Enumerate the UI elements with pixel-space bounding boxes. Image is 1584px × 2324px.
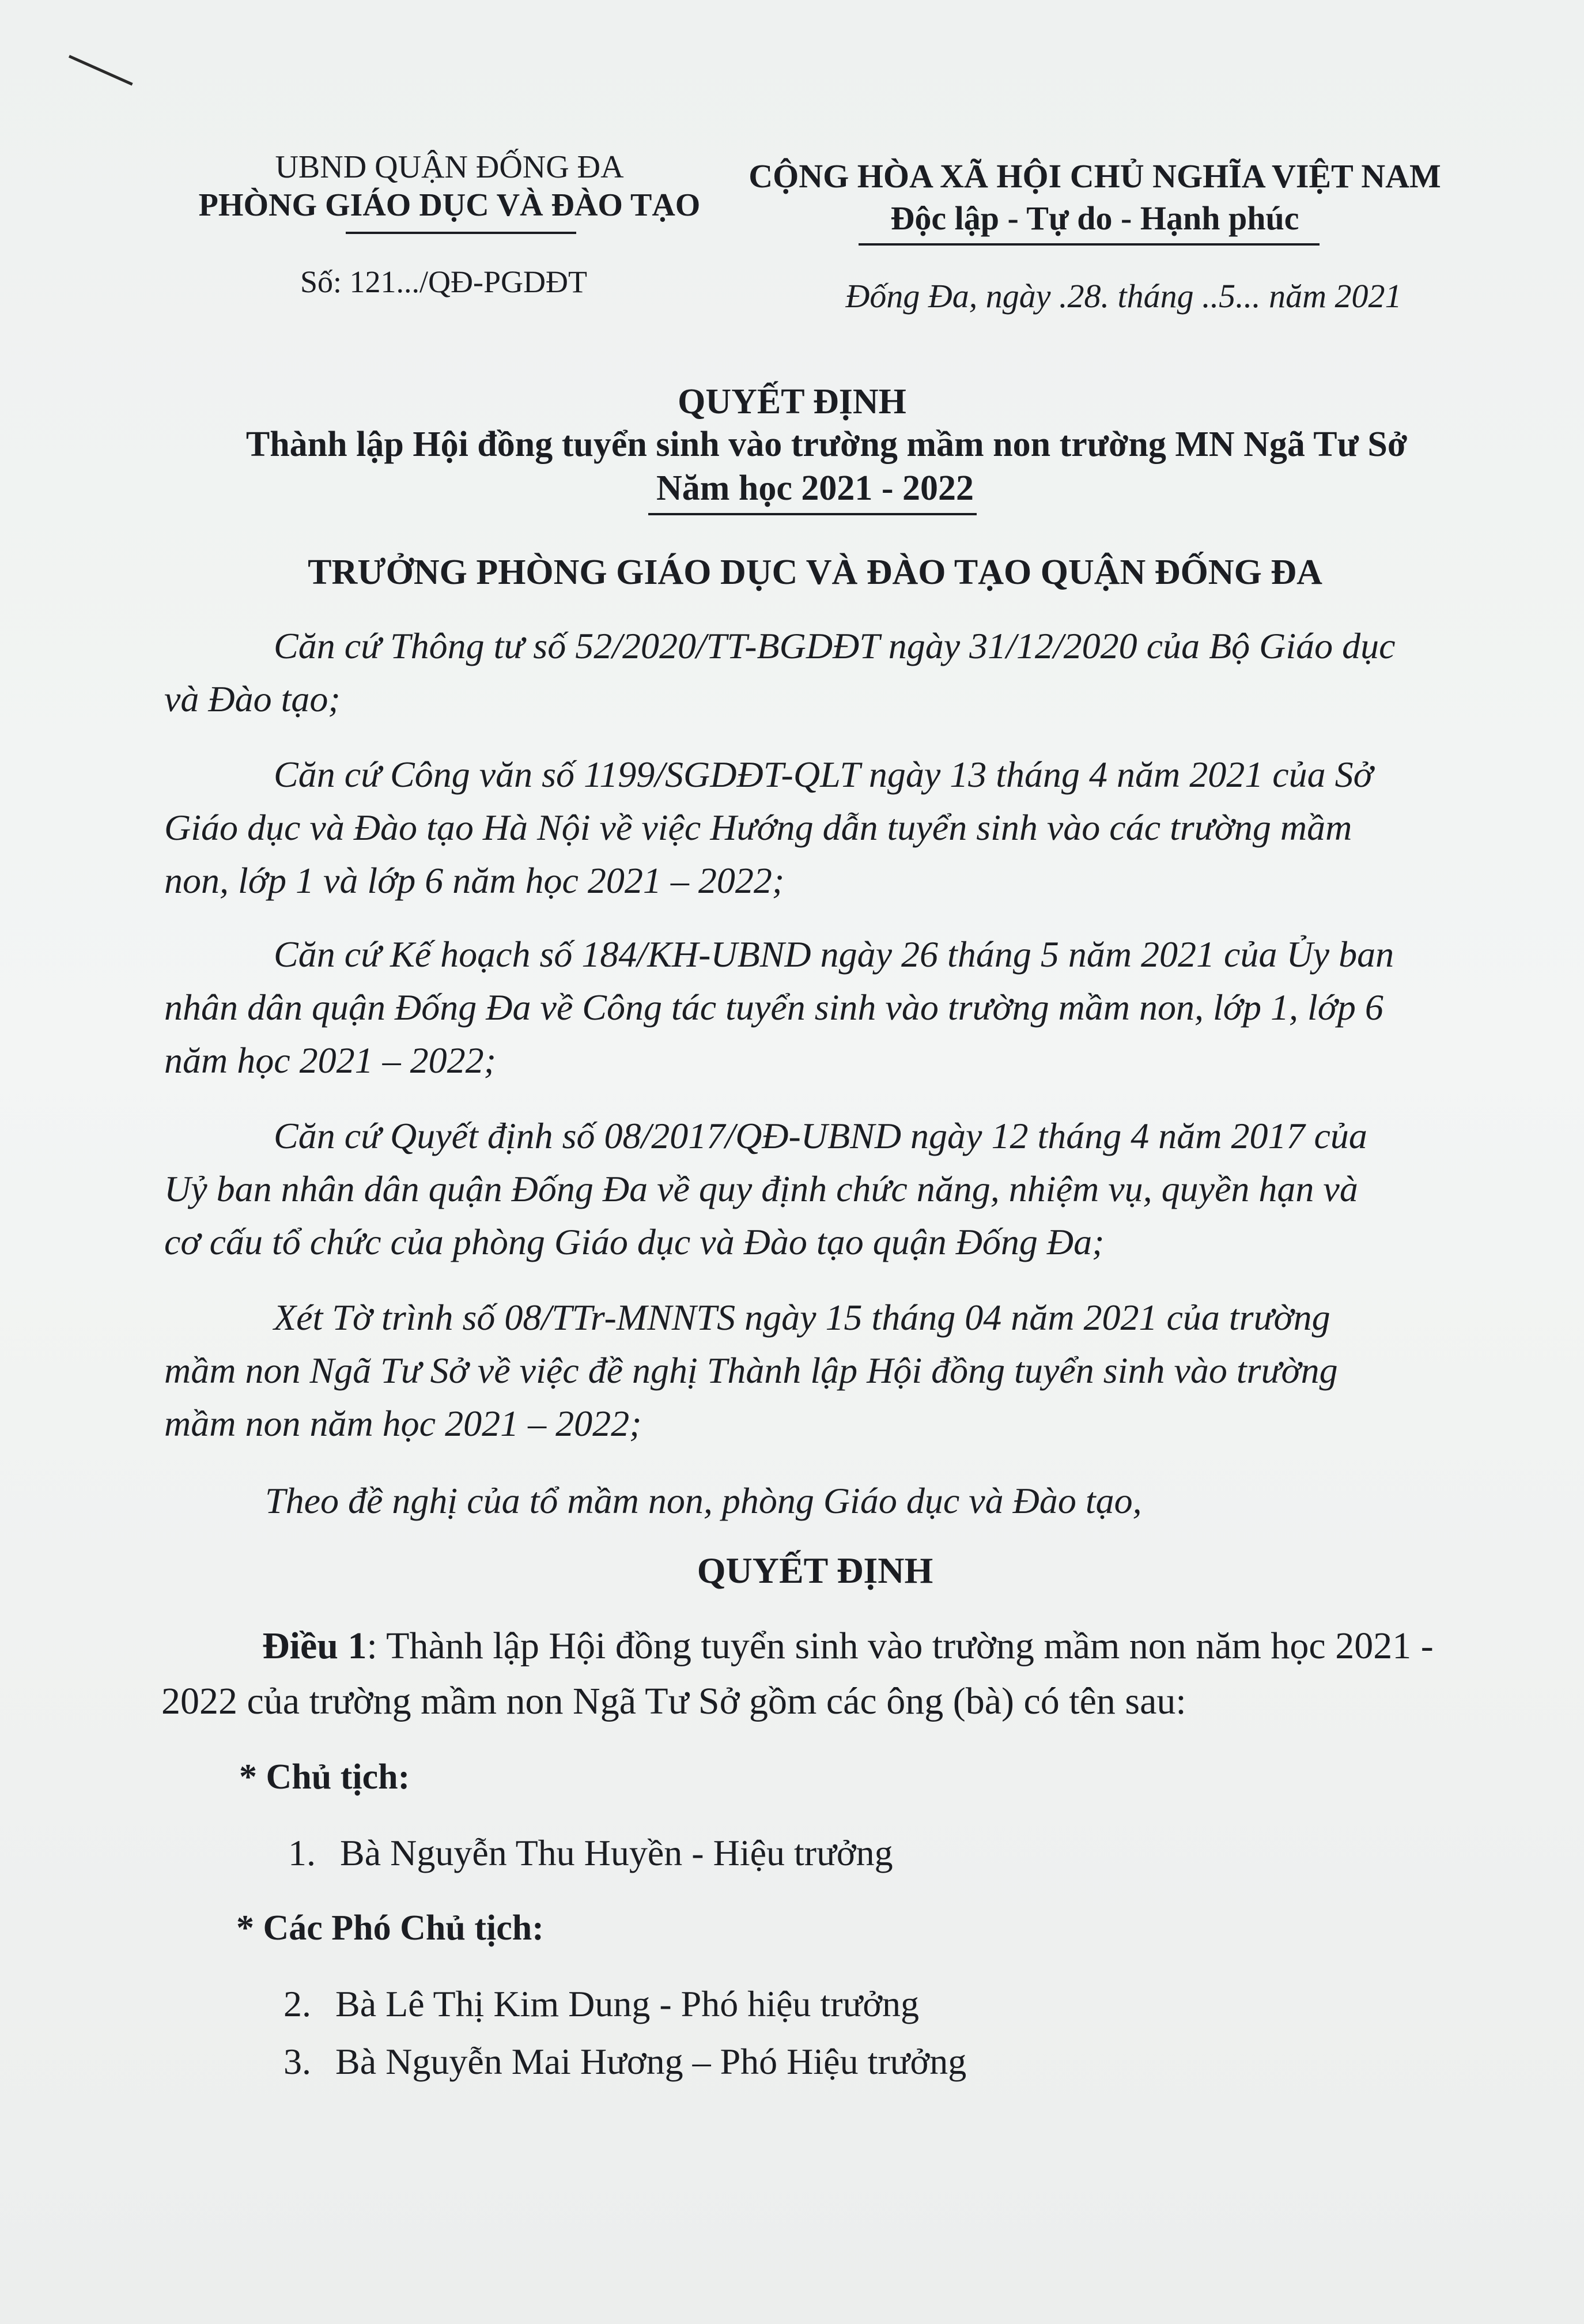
basis-5 [164, 1291, 1455, 1450]
chair-member-1-text: Bà Nguyễn Thu Huyền - Hiệu trưởng [340, 1832, 893, 1873]
header-right-line1: CỘNG HÒA XÃ HỘI CHỦ NGHĨA VIỆT NAM [748, 157, 1441, 195]
basis-6 [164, 1474, 1455, 1527]
vice-chair-member-2 [283, 1983, 919, 2025]
basis-2-line-1: Căn cứ Công văn số 1199/SGDĐT-QLT ngày 13 tháng 4 năm 2021 của Sở [274, 754, 1373, 795]
basis-4 [164, 1110, 1455, 1269]
basis-5-line-2: mầm non Ngã Tư Sở về việc đề nghị Thành lập Hội đồng tuyển sinh vào trường [164, 1350, 1338, 1391]
header-left-line2: PHÒNG GIÁO DỤC VÀ ĐÀO TẠO [198, 187, 701, 223]
vice-chairs-heading: * Các Phó Chủ tịch: [236, 1908, 544, 1948]
vice-chair-member-3-num: 3. [283, 2041, 311, 2082]
document-year: Năm học 2021 - 2022 [656, 469, 974, 508]
header-right-underline [859, 243, 1320, 246]
basis-2-line-3: non, lớp 1 và lớp 6 năm học 2021 – 2022; [164, 860, 785, 901]
authority-heading: TRƯỞNG PHÒNG GIÁO DỤC VÀ ĐÀO TẠO QUẬN ĐỐNG ĐA [308, 553, 1322, 592]
header-left-underline [346, 232, 576, 234]
vice-chair-member-2-text: Bà Lê Thị Kim Dung - Phó hiệu trưởng [335, 1983, 920, 2024]
basis-4-line-2: Uỷ ban nhân dân quận Đống Đa về quy định chức năng, nhiệm vụ, quyền hạn và [164, 1168, 1358, 1209]
decision-heading: QUYẾT ĐỊNH [697, 1550, 933, 1591]
basis-4-line-1: Căn cứ Quyết định số 08/2017/QĐ-UBND ngày 12 tháng 4 năm 2017 của [274, 1115, 1367, 1156]
title-underline [648, 513, 977, 515]
basis-5-line-1: Xét Tờ trình số 08/TTr-MNNTS ngày 15 tháng 04 năm 2021 của trường [274, 1297, 1330, 1338]
basis-4-line-3: cơ cấu tổ chức của phòng Giáo dục và Đào tạo quận Đống Đa; [164, 1221, 1105, 1262]
basis-5-line-3: mầm non năm học 2021 – 2022; [164, 1403, 642, 1444]
article-1-line-2: 2022 của trường mầm non Ngã Tư Sở gồm các ông (bà) có tên sau: [161, 1680, 1186, 1722]
chair-member-1 [288, 1832, 893, 1874]
article-1 [161, 1618, 1475, 1729]
chair-heading: * Chủ tịch: [239, 1757, 410, 1797]
basis-1 [164, 620, 1455, 726]
article-1-text: : Thành lập Hội đồng tuyển sinh vào trường mầm non năm học 2021 - [366, 1625, 1434, 1667]
document-title: QUYẾT ĐỊNH [678, 382, 906, 421]
basis-2-line-2: Giáo dục và Đào tạo Hà Nội về việc Hướng dẫn tuyển sinh vào các trường mầm [164, 807, 1352, 848]
chair-member-1-num: 1. [288, 1832, 316, 1873]
article-1-line-1 [161, 1618, 1475, 1674]
basis-3 [164, 928, 1455, 1087]
pen-mark [69, 55, 133, 85]
document-date: Đống Đa, ngày .28. tháng ..5... năm 2021 [845, 277, 1402, 315]
vice-chair-member-3 [283, 2040, 966, 2083]
basis-6-line-1: Theo đề nghị của tổ mầm non, phòng Giáo dục và Đào tạo, [265, 1480, 1142, 1521]
vice-chair-member-2-num: 2. [283, 1983, 311, 2024]
header-left-line1: UBND QUẬN ĐỐNG ĐA [275, 149, 624, 185]
article-1-label: Điều 1 [262, 1625, 367, 1667]
basis-2 [164, 748, 1455, 907]
vice-chair-member-3-text: Bà Nguyễn Mai Hương – Phó Hiệu trưởng [335, 2041, 967, 2082]
basis-1-line-1: Căn cứ Thông tư số 52/2020/TT-BGDĐT ngày 31/12/2020 của Bộ Giáo dục [274, 625, 1396, 666]
basis-3-line-2: nhân dân quận Đống Đa về Công tác tuyển sinh vào trường mầm non, lớp 1, lớp 6 [164, 987, 1383, 1028]
header-right-line2: Độc lập - Tự do - Hạnh phúc [890, 199, 1299, 237]
document-number: Số: 121.../QĐ-PGDĐT [300, 265, 588, 299]
document-subtitle: Thành lập Hội đồng tuyển sinh vào trường mầm non trường MN Ngã Tư Sở [245, 425, 1408, 464]
basis-1-line-2: và Đào tạo; [164, 678, 341, 719]
basis-3-line-1: Căn cứ Kế hoạch số 184/KH-UBND ngày 26 tháng 5 năm 2021 của Ủy ban [274, 934, 1394, 975]
basis-3-line-3: năm học 2021 – 2022; [164, 1040, 496, 1081]
